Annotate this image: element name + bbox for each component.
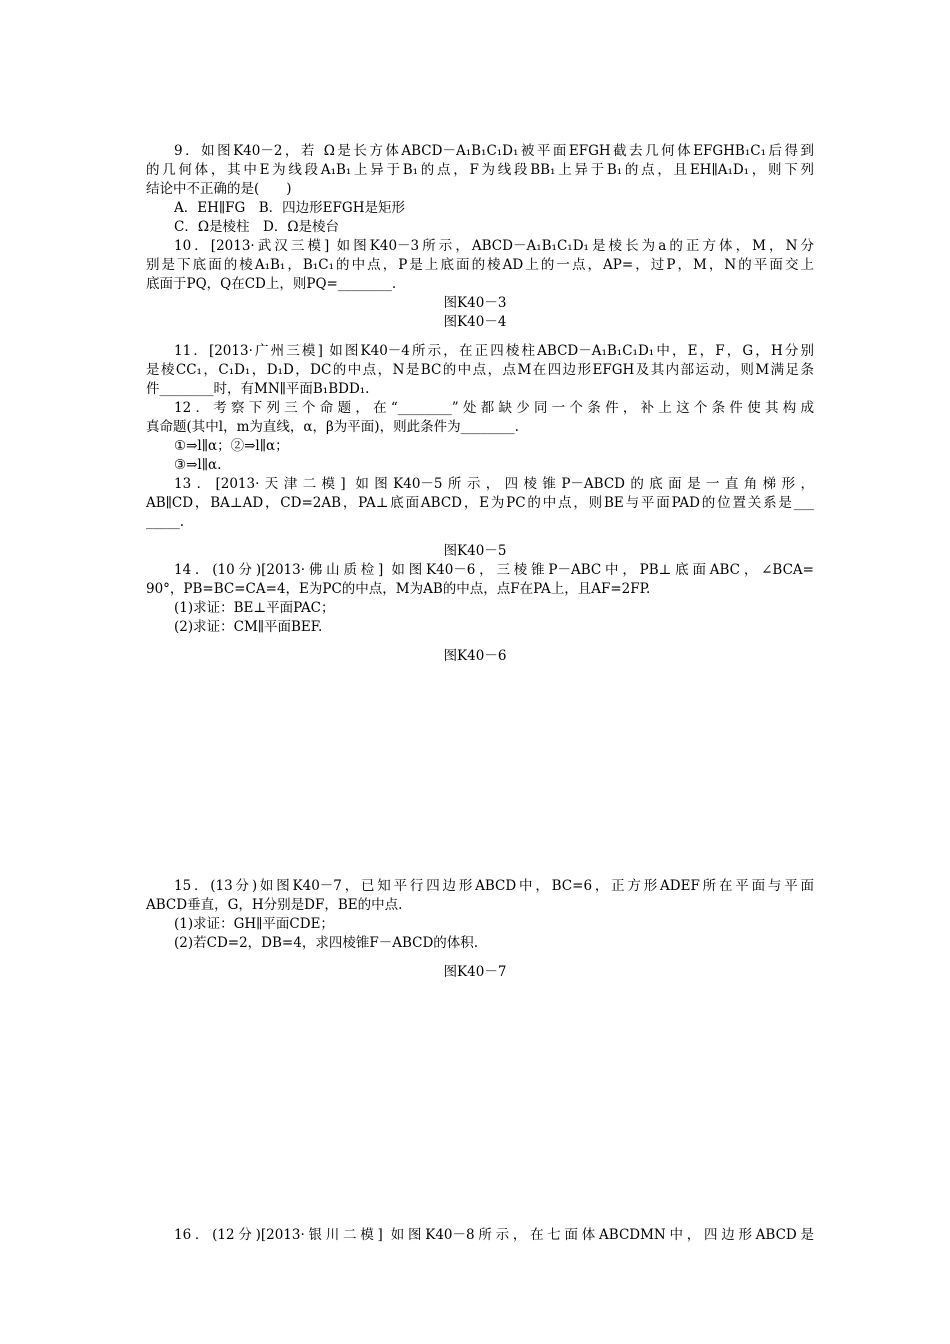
- q9-line-3: 结论中不正确的是( ): [146, 181, 292, 197]
- q11-line-1: 11．[2013·广州三模] 如图K40－4所示，在正四棱柱ABCD－A₁B₁C₁D₁中，E，F，G，H分别: [174, 343, 814, 359]
- figure-caption-k40-7: 图K40－7: [443, 964, 507, 980]
- q15-line-4: (2)若CD=2，DB=4，求四棱锥F－ABCD的体积.: [174, 935, 479, 951]
- q12-line-2: 真命题(其中l，m为直线，α，β为平面)，则此条件为________.: [146, 419, 519, 435]
- figure-caption-k40-5: 图K40－5: [443, 543, 507, 559]
- q10-line-3: 底面于PQ，Q在CD上，则PQ=________.: [146, 276, 397, 292]
- q15-line-1: 15．(13分)如图K40－7，已知平行四边形ABCD中，BC=6，正方形ADEF所在平面与平面: [174, 878, 814, 894]
- q9-line-1: 9．如图K40－2，若 Ω是长方体ABCD－A₁B₁C₁D₁被平面EFGH截去几何体EFGHB₁C₁后得到: [174, 143, 814, 159]
- q13-line-1: 13．[2013·天津二模] 如图K40－5所示，四棱锥P－ABCD的底面是一直角梯形，: [174, 476, 814, 492]
- q12-line-1: 12．考察下列三个命题，在“________”处都缺少同一个条件，补上这个条件使其构成: [174, 400, 814, 416]
- q10-line-2: 别是下底面的棱A₁B₁，B₁C₁的中点，P是上底面的棱AD上的一点，AP=，过P，M，N的平面交上: [146, 257, 814, 273]
- q11-line-2: 是棱CC₁，C₁D₁，D₁D，DC的中点，N是BC的中点，点M在四边形EFGH及其内部运动，则M满足条: [146, 362, 814, 378]
- figure-caption-k40-3: 图K40－3: [443, 295, 507, 311]
- q9-options-cd: C．Ω是棱柱 D．Ω是棱台: [174, 219, 340, 235]
- q10-line-1: 10．[2013·武汉三模] 如图K40－3所示，ABCD－A₁B₁C₁D₁是棱长为a的正方体，M，N分: [174, 238, 814, 254]
- q16-line-1: 16．(12分)[2013·银川二模] 如图K40－8所示，在七面体ABCDMN中，四边形ABCD是: [174, 1227, 814, 1243]
- q13-line-2: AB∥CD，BA⊥AD，CD=2AB，PA⊥底面ABCD，E为PC的中点，则BE与平面PAD的位置关系是___: [146, 495, 814, 511]
- figure-caption-k40-4: 图K40－4: [443, 314, 507, 330]
- q11-line-3: 件________时，有MN∥平面B₁BDD₁.: [146, 381, 370, 397]
- q9-options-ab: A．EH∥FG B．四边形EFGH是矩形: [174, 200, 405, 216]
- q12-line-4: ③⇒l∥α.: [174, 457, 222, 473]
- q14-line-1: 14．(10分)[2013·佛山质检] 如图K40－6，三棱锥P－ABC中，PB⊥底面ABC，∠BCA=: [174, 562, 814, 578]
- q9-line-2: 的几何体，其中E为线段A₁B₁上异于B₁的点，F为线段BB₁上异于B₁的点，且EH∥A₁D₁，则下列: [146, 162, 814, 178]
- q12-line-3: ①⇒l∥α；②⇒l∥α；: [174, 438, 289, 454]
- q14-line-2: 90°，PB=BC=CA=4，E为PC的中点，M为AB的中点，点F在PA上，且AF=2FP.: [146, 581, 651, 597]
- q15-line-3: (1)求证：GH∥平面CDE；: [174, 916, 334, 932]
- q14-line-3: (1)求证：BE⊥平面PAC；: [174, 600, 335, 616]
- q13-line-3: _____.: [146, 514, 185, 530]
- q15-line-2: ABCD垂直，G，H分别是DF，BE的中点.: [146, 897, 403, 913]
- figure-caption-k40-6: 图K40－6: [443, 648, 507, 664]
- q14-line-4: (2)求证：CM∥平面BEF.: [174, 619, 323, 635]
